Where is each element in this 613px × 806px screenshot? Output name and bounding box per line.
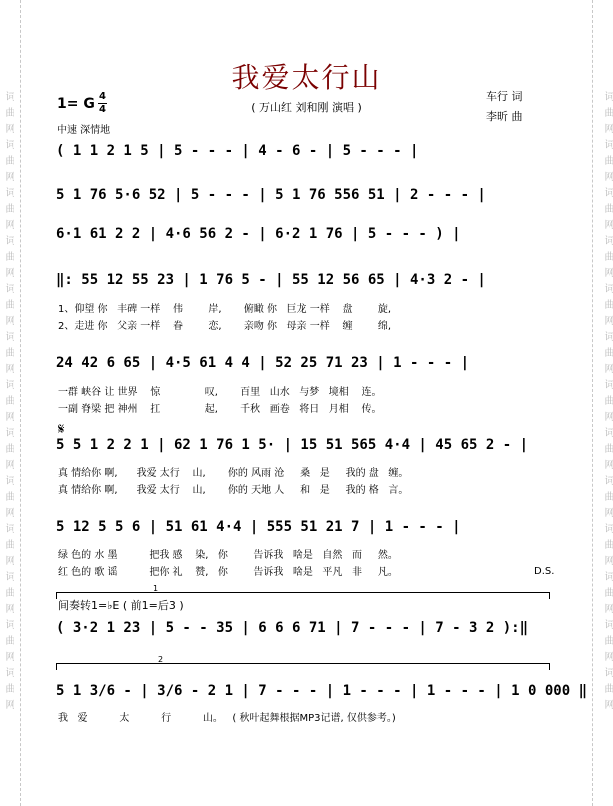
- ending-lyric: 我 爱 太 行 山。 ( 秋叶起舞根据MP3记谱, 仅供参考。): [58, 713, 396, 724]
- intro-line-2: 5 1 76 5·6 52 | 5 - - - | 5 1 76 556 51 | 2 - - - |: [56, 187, 486, 203]
- watermark-left: 词曲网词曲网词曲网词曲网词曲网词曲网词曲网词曲网词曲网词曲网词曲网词曲网词曲网: [3, 91, 14, 715]
- verse-notes: ‖: 55 12 55 23 | 1 76 5 - | 55 12 56 65 | 4·3 2 - |: [56, 272, 486, 288]
- verse2-notes: 24 42 6 65 | 4·5 61 4 4 | 52 25 71 23 | 1 - - - |: [56, 355, 470, 371]
- composer-credit: 李昕 曲: [486, 110, 523, 123]
- lyricist-credit: 车行 词: [486, 90, 523, 103]
- verse-lyric-1: 1、仰望 你 丰碑 一样 伟 岸, 俯瞰 你 巨龙 一样 盘 旋,: [58, 304, 392, 315]
- chorus1-lyric-1: 真 情给你 啊, 我爱 太行 山, 你的 风雨 沧 桑 是 我的 盘 缠。: [58, 468, 409, 479]
- chorus2-lyric-2: 红 色的 歌 谣 把你 礼 赞, 你 告诉我 啥是 平凡 非 凡。: [58, 567, 398, 578]
- time-bottom: 4: [99, 104, 106, 115]
- time-signature: [98, 92, 107, 115]
- chorus2-lyric-1: 绿 色的 水 墨 把我 感 染, 你 告诉我 啥是 自然 而 然。: [58, 550, 398, 561]
- volta-1-label: 1: [153, 584, 159, 593]
- key-signature: 1= G: [57, 96, 95, 112]
- chorus2-notes: 5 12 5 5 6 | 51 61 4·4 | 555 51 21 7 | 1 - - - |: [56, 519, 461, 535]
- volta-bracket-2: [56, 663, 550, 670]
- singers: ( 万山红 刘和刚 演唱 ): [251, 101, 362, 114]
- verse2-lyric-2: 一副 脊梁 把 神州 扛 起, 千秋 画卷 将日 月相 传。: [58, 404, 382, 415]
- margin-rule-left: [20, 0, 21, 806]
- song-title: 我爱太行山: [231, 61, 382, 94]
- watermark-right: 词曲网词曲网词曲网词曲网词曲网词曲网词曲网词曲网词曲网词曲网词曲网词曲网词曲网: [602, 91, 613, 715]
- intro-line-1: ( 1 1 2 1 5 | 5 - - - | 4 - 6 - | 5 - - - |: [56, 143, 419, 159]
- time-top: 4: [99, 91, 106, 102]
- intro-line-3: 6·1 61 2 2 | 4·6 56 2 - | 6·2 1 76 | 5 - - - ) |: [56, 226, 461, 242]
- margin-rule-right: [592, 0, 593, 806]
- chorus1-lyric-2: 真 情给你 啊, 我爱 太行 山, 你的 天地 人 和 是 我的 格 言。: [58, 485, 409, 496]
- tempo-marking: 中速 深情地: [57, 125, 111, 136]
- ending-notes: 5 1 3/6 - | 3/6 - 2 1 | 7 - - - | 1 - - - | 1 - - - | 1 0 000 ‖: [56, 683, 588, 699]
- interlude-label: 间奏转1=♭E ( 前1=后3 ): [58, 599, 184, 612]
- verse-lyric-2: 2、走进 你 父亲 一样 眷 恋, 亲吻 你 母亲 一样 缠 绵,: [58, 321, 392, 332]
- interlude-notes: ( 3·2 1 23 | 5 - - 35 | 6 6 6 71 | 7 - - - | 7 - 3 2 ):‖: [56, 620, 529, 636]
- volta-2-label: 2: [158, 655, 164, 664]
- verse2-lyric-1: 一群 峡谷 让 世界 惊 叹, 百里 山水 与梦 境相 连。: [58, 387, 382, 398]
- chorus1-notes: 5 5 1 2 2 1 | 62 1 76 1 5· | 15 51 565 4·4 | 45 65 2 - |: [56, 437, 529, 453]
- dal-segno: D.S.: [534, 566, 555, 577]
- segno-icon: 𝄋: [58, 420, 65, 438]
